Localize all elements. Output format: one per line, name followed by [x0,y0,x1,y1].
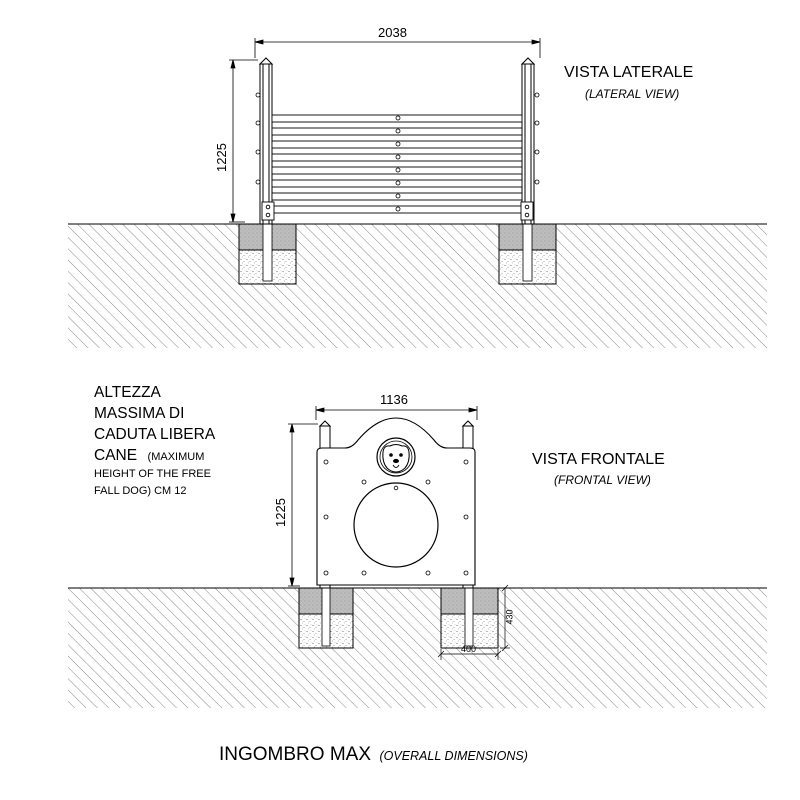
lateral-left-footing [239,224,296,284]
lateral-width-label: 2038 [378,25,407,40]
footing-depth-label: 430 [504,609,515,625]
lateral-right-post [522,58,534,224]
note-line-3: CADUTA LIBERA [94,426,216,443]
lateral-height-dimension [229,60,258,222]
note-line-6: FALL DOG) CM 12 [94,485,187,497]
frontal-width-label: 1136 [380,392,408,407]
frontal-height-dimension [288,424,318,586]
footing-width-label: 400 [461,644,477,654]
note-line-4-small: (MAXIMUM [147,451,205,463]
lateral-center-bolts [396,116,400,211]
frontal-view-subtitle: (FRONTAL VIEW) [554,473,651,487]
lateral-height-label: 1225 [213,143,229,172]
note-line-4: CANE [94,447,138,464]
frontal-ground-hatch [68,588,767,708]
panel-circular-opening [354,483,438,567]
lateral-width-dimension [255,38,540,58]
lateral-view-title: VISTA LATERALE [564,64,694,81]
note-line-2: MASSIMA DI [94,405,185,422]
frontal-right-footing [441,588,498,648]
frontal-left-footing [299,588,353,648]
frontal-view-title: VISTA FRONTALE [532,451,665,468]
note-line-5: HEIGHT OF THE FREE [94,468,211,480]
footer-subtitle: (OVERALL DIMENSIONS) [379,749,528,763]
lateral-ground-hatch [68,224,767,348]
lateral-right-footing [499,224,556,284]
frontal-height-label: 1225 [272,498,288,527]
fall-height-note [94,382,215,500]
lateral-view [68,38,767,348]
lateral-left-post [260,58,272,224]
footer-title: INGOMBRO MAX [219,744,372,765]
lateral-view-subtitle: (LATERAL VIEW) [585,87,680,101]
footer-caption [219,744,528,766]
note-line-1: ALTEZZA [94,384,161,401]
